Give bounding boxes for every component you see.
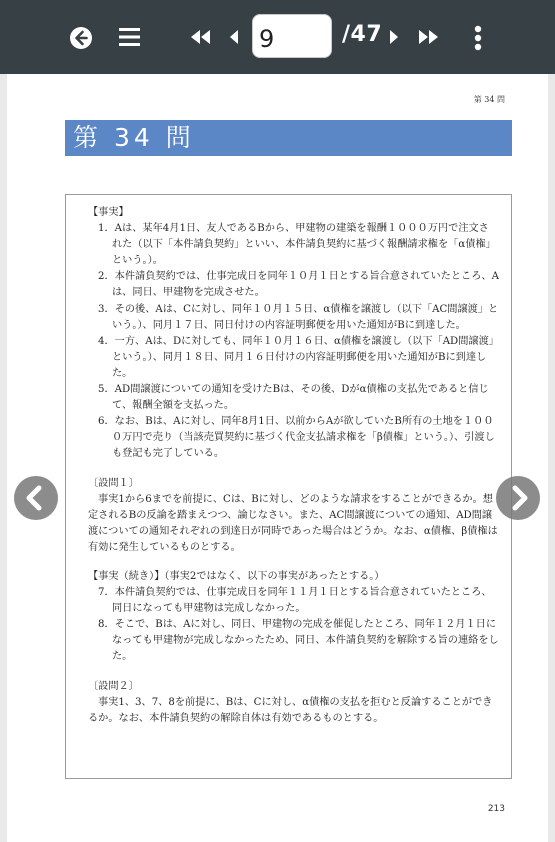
document-page [7, 74, 548, 842]
menu-icon[interactable] [119, 27, 140, 47]
previous-page-button[interactable] [14, 476, 58, 520]
top-toolbar [0, 0, 555, 74]
more-vertical-icon[interactable] [474, 25, 482, 51]
fact-item: 5．AD間譲渡についての通知を受けたBは、その後、Dがα債権の支払先であると信じて、報酬全額を支払った。 [98, 384, 489, 412]
facts-continued-heading: 【事実（続き）】（事実2ではなく、以下の事実があったとする。） [88, 570, 385, 582]
problem-box [65, 194, 512, 779]
question2-heading: 〔設問２〕 [88, 680, 139, 692]
question2-text: 事実1、3、7、8を前提に、Bは、Cに対し、α債権の支払を拒むと反論することができるか。なお、本件請負契約の解除自体は有効であるものとする。 [88, 696, 493, 724]
next-page-icon[interactable] [389, 30, 399, 44]
running-head: 第 34 問 [473, 95, 505, 104]
chevron-right-icon [496, 476, 540, 520]
fact-item: 7．本件請負契約では、仕事完成日を同年１１月１日とする旨合意されていたところ、同日になっても甲建物は完成しなかった。 [98, 587, 492, 615]
fact-item: 1．Aは、某年4月1日、友人であるBから、甲建物の建築を報酬１０００万円で注文された（以下「本件請負契約」といい、本件請負契約に基づく報酬請求権を「α債権」という。）。 [98, 223, 496, 267]
back-arrow-icon[interactable] [69, 26, 93, 50]
page-title: 第 34 問 [65, 120, 512, 156]
next-page-button[interactable] [496, 476, 540, 520]
fact-item: 8．そこで、Bは、Aに対し、同日、甲建物の完成を催促したところ、同年１２月１日になっても甲建物が完成しなかったため、同日、本件請負契約を解除する旨の連絡をした。 [98, 619, 499, 663]
question1-text: 事実1から6までを前提に、Cは、Bに対し、どのような請求をすることができるか。想定されるBの反論を踏まえつつ、論じなさい。また、AC間譲渡についての通知、AD間譲渡についての通知それぞれの到達日が同時であった場合はどうか。なお、α債権、β債権は有効に発生しているものとする。 [88, 493, 498, 553]
fact-item: 2．本件請負契約では、仕事完成日を同年１０月１日とする旨合意されていたところ、Aは、同日、甲建物を完成させた。 [98, 271, 499, 299]
prev-page-icon[interactable] [229, 30, 239, 44]
page-number-input[interactable] [252, 14, 332, 58]
page-total-label: /47 [342, 22, 383, 47]
chevron-left-icon [14, 476, 58, 520]
fact-item: 3．その後、Aは、Cに対し、同年１０月１５日、α債権を譲渡し（以下「AC間譲渡」という。）、同月１７日、同日付けの内容証明郵便を用いた通知がBに到達した。 [98, 303, 499, 331]
fact-item: 6．なお、Bは、Aに対し、同年8月1日、以前からAが欲していたB所有の土地を１０００万円で売り（当該売買契約に基づく代金支払請求権を「β債権」という。）、引渡しも登記も完了している。 [98, 416, 495, 460]
first-page-icon[interactable] [191, 30, 211, 44]
fact-item: 4．一方、Aは、Dに対しても、同年１０月１６日、α債権を譲渡し（以下「AD間譲渡」という。）、同月１８日、同月１６日付けの内容証明郵便を用いた通知がBに到達した。 [98, 335, 499, 379]
question1-heading: 〔設問１〕 [88, 477, 139, 489]
page-number: 213 [487, 804, 505, 814]
last-page-icon[interactable] [418, 30, 438, 44]
facts-heading: 【事実】 [88, 207, 129, 218]
